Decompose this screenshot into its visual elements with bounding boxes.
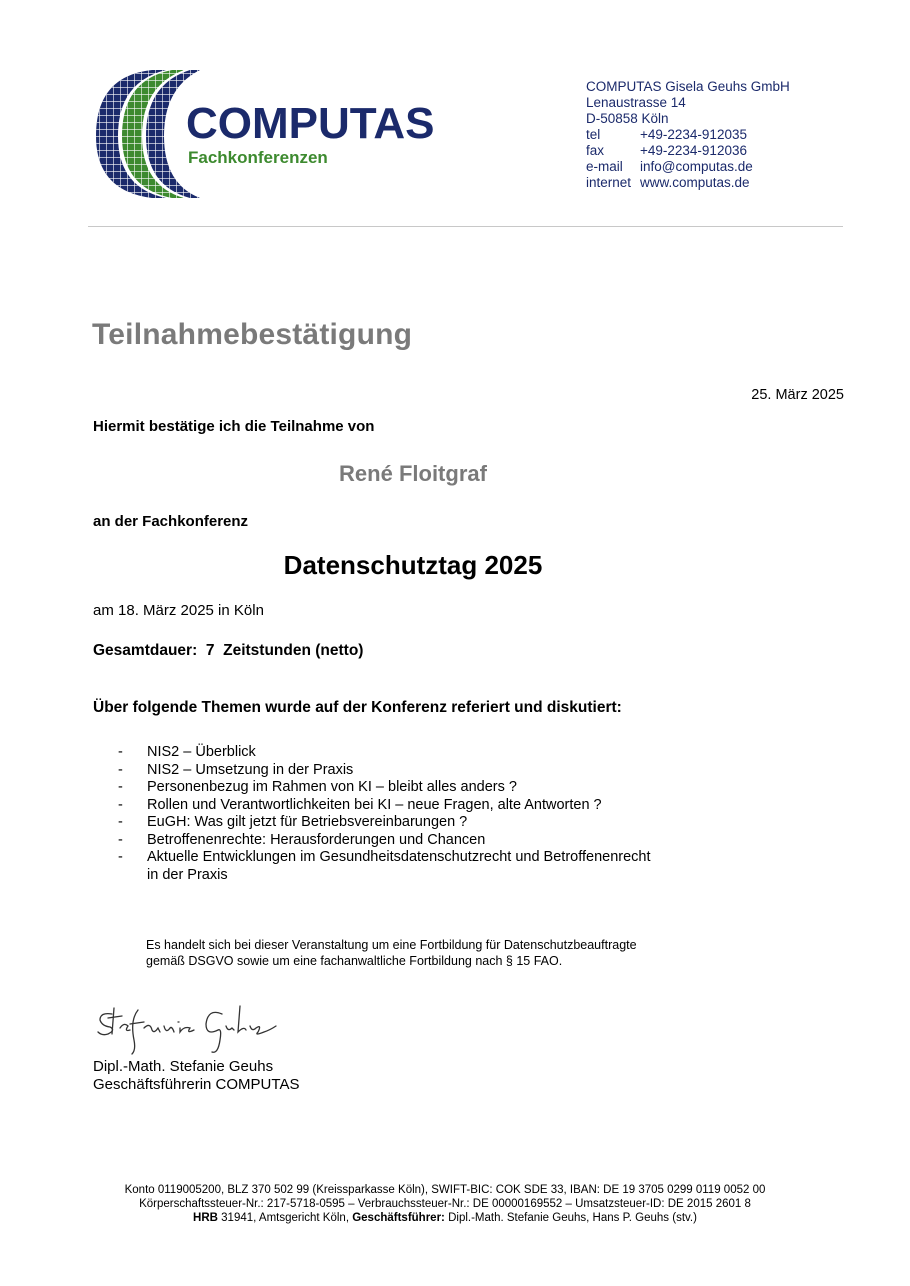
logo-tagline: Fachkonferenzen xyxy=(188,148,328,167)
header-divider xyxy=(88,226,843,227)
conference-date: am 18. März 2025 in Köln xyxy=(93,602,264,619)
logo-arcs-icon xyxy=(96,70,200,198)
topics-intro: Über folgende Themen wurde auf der Konferenz referiert und diskutiert: xyxy=(93,699,622,716)
company-address xyxy=(586,79,790,191)
conference-intro: an der Fachkonferenz xyxy=(93,513,249,530)
contact-email xyxy=(586,159,790,175)
footer-text: 31941, Amtsgericht Köln, xyxy=(217,1212,353,1224)
contact-label: e-mail xyxy=(586,159,623,174)
topic-text: NIS2 – Umsetzung in der Praxis xyxy=(147,761,354,778)
topics-list xyxy=(118,744,651,884)
logo-wordmark: COMPUTAS xyxy=(186,99,435,148)
signer-block xyxy=(93,1058,299,1094)
contact-internet xyxy=(586,175,790,191)
list-item: - Personenbezug im Rahmen von KI – bleibt alles anders ? xyxy=(118,779,517,795)
topic-text: Rollen und Verantwortlichkeiten bei KI – neue Fragen, alte Antworten ? xyxy=(147,796,602,813)
note-line: Es handelt sich bei dieser Veranstaltung um eine Fortbildung für Datenschutzbeauftragte xyxy=(146,938,637,952)
contact-label: tel xyxy=(586,127,601,142)
duration-value: 7 xyxy=(205,642,215,659)
contact-tel xyxy=(586,127,790,143)
document-date: 25. März 2025 xyxy=(751,387,844,403)
topic-text: Aktuelle Entwicklungen im Gesundheitsdatenschutzrecht und Betroffenenrecht xyxy=(147,849,651,865)
email-link[interactable]: info@computas.de xyxy=(640,159,753,174)
footer-label: HRB xyxy=(193,1212,218,1224)
company-name: COMPUTAS Gisela Geuhs GmbH xyxy=(586,79,790,94)
conference-name: Datenschutztag 2025 xyxy=(283,550,543,580)
signer-role: Geschäftsführerin COMPUTAS xyxy=(93,1076,300,1093)
contact-value: +49-2234-912036 xyxy=(640,143,747,158)
footer-label: Geschäftsführer: xyxy=(352,1212,445,1224)
company-city: D-50858 Köln xyxy=(586,111,669,126)
total-duration xyxy=(93,642,363,660)
topic-text: Personenbezug im Rahmen von KI – bleibt alles anders ? xyxy=(147,779,517,795)
footer xyxy=(0,1183,890,1225)
list-item: - Rollen und Verantwortlichkeiten bei KI – neue Fragen, alte Antworten ? xyxy=(118,796,602,813)
list-item: - NIS2 – Umsetzung in der Praxis xyxy=(118,761,354,778)
contact-fax xyxy=(586,143,790,159)
list-item: - Aktuelle Entwicklungen im Gesundheitsdatenschutzrecht und Betroffenenrecht xyxy=(118,849,651,865)
topic-text: Betroffenenrechte: Herausforderungen und Chancen xyxy=(147,831,486,848)
contact-value: +49-2234-912035 xyxy=(640,127,747,142)
website-link[interactable]: www.computas.de xyxy=(640,175,750,190)
note-line: gemäß DSGVO sowie um eine fachanwaltliche Fortbildung nach § 15 FAO. xyxy=(146,954,563,968)
duration-unit: Zeitstunden (netto) xyxy=(223,642,364,659)
company-street: Lenaustrasse 14 xyxy=(586,95,686,110)
computas-logo xyxy=(92,66,452,201)
topic-text: EuGH: Was gilt jetzt für Betriebsvereinbarungen ? xyxy=(147,814,468,830)
footer-registry xyxy=(0,1211,890,1225)
footer-text: Dipl.-Math. Stefanie Geuhs, Hans P. Geuhs (stv.) xyxy=(444,1212,697,1224)
training-note xyxy=(146,937,637,969)
contact-label: fax xyxy=(586,143,605,158)
confirmation-intro: Hiermit bestätige ich die Teilnahme von xyxy=(93,418,375,435)
document-title: Teilnahmebestätigung xyxy=(92,318,413,351)
list-item-continuation: in der Praxis xyxy=(147,866,228,883)
participant-name: René Floitgraf xyxy=(339,461,487,486)
duration-label: Gesamtdauer: xyxy=(93,642,198,659)
list-item: - Betroffenenrechte: Herausforderungen und Chancen xyxy=(118,831,486,848)
contact-label: internet xyxy=(586,175,632,190)
signer-name: Dipl.-Math. Stefanie Geuhs xyxy=(93,1058,274,1075)
topic-text: NIS2 – Überblick xyxy=(147,744,256,760)
list-item: - NIS2 – Überblick xyxy=(118,744,256,760)
footer-bank: Konto 0119005200, BLZ 370 502 99 (Kreissparkasse Köln), SWIFT-BIC: COK SDE 33, IBAN: DE 19 3705 0299 0119 0052 00 xyxy=(124,1184,766,1196)
footer-tax: Körperschaftssteuer-Nr.: 217-5718-0595 – Verbrauchssteuer-Nr.: DE 00000169552 – Umsatzsteuer-ID: DE 2015 2601 8 xyxy=(139,1198,751,1210)
signature-icon xyxy=(94,1000,284,1058)
list-item: - EuGH: Was gilt jetzt für Betriebsvereinbarungen ? xyxy=(118,814,468,830)
